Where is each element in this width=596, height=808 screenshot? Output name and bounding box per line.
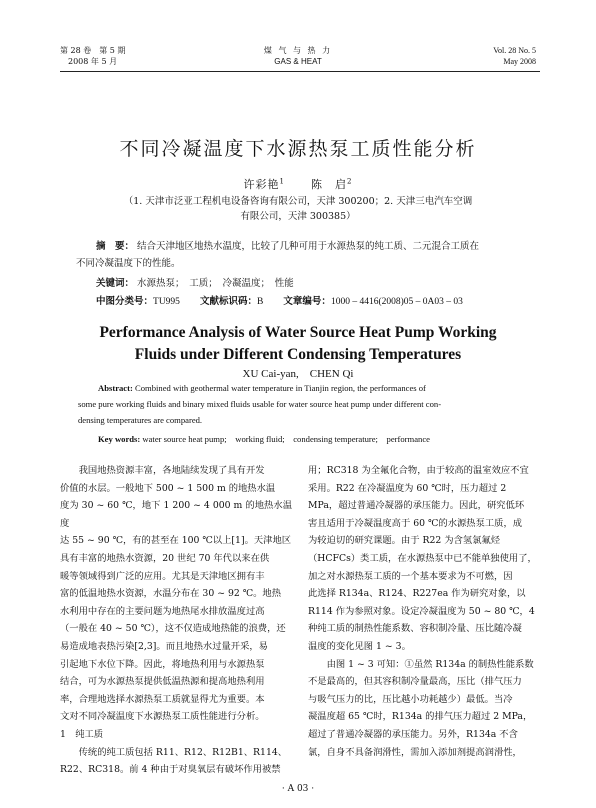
body-line: 温度的变化见图 1 ~ 3。	[308, 640, 411, 652]
keywords-en	[78, 431, 546, 447]
body-line: 害且适用于冷凝温度高于 60 ℃的水源热泵工质，成	[308, 517, 523, 529]
body-line: R22、RC318。前 4 种由于对臭氧层有破坏作用被禁	[60, 764, 281, 776]
header-date: 2008 年 5 月	[68, 57, 118, 66]
affiliation-line-1: （1. 天津市泛亚工程机电设备咨询有限公司，天津 300200；2. 天津三电汽车空调	[123, 196, 473, 207]
authors-en: XU Cai-yan, CHEN Qi	[242, 368, 354, 380]
body-line: 超过了普通冷凝器的承压能力。另外，R134a 不含	[308, 728, 518, 740]
header-month-year: May 2008	[503, 57, 536, 66]
abstract-en-line-2: some pure working fluids and binary mixed fluids usable for water source heat pump under different con-	[78, 399, 442, 409]
body-line: 暖等领域得到广泛的应用。尤其是天津地区拥有丰	[60, 570, 265, 582]
clc-code: TU995	[153, 297, 180, 307]
body-line: 氯，自身不具备润滑性，需加入添加剂提高润滑性，	[308, 746, 522, 758]
author-2-affil: 2	[347, 177, 353, 186]
body-line: 为较迫切的研究课题。由于 R22 为含氢氯氟烃	[308, 535, 501, 547]
page-title-en-line-1: Performance Analysis of Water Source Heat Pump Working	[99, 324, 497, 341]
affiliation-line-2: 有限公司，天津 300385）	[240, 211, 356, 222]
doc-code-label: 文献标识码：	[200, 296, 258, 307]
header-vol-number: Vol. 28 No. 5	[493, 46, 536, 55]
body-line: MPa，超过普通冷凝器的承压能力。因此，研究低环	[308, 500, 525, 512]
abstract-cn-line-2: 不同冷凝温度下的性能。	[76, 258, 181, 269]
body-line: 传统的纯工质包括 R11、R12、R12B1、R114、	[60, 746, 288, 758]
body-line: 水利用中存在的主要问题为地热尾水排放温度过高	[60, 605, 265, 617]
body-line: 采用。R22 在冷凝温度为 60 ℃时，压力超过 2	[308, 482, 507, 494]
body-column-right	[308, 462, 540, 761]
abstract-en	[78, 380, 526, 428]
article-number: 1000 – 4416(2008)05 – 0A03 – 03	[330, 297, 463, 307]
intro-paragraph	[60, 462, 292, 726]
header-volume-issue: 第 28 卷 第 5 期	[60, 46, 126, 55]
abstract-en-line-1: Combined with geothermal water temperature in Tianjin region, the performances of	[135, 383, 426, 393]
keywords-en-text: water source heat pump; working fluid; condensing temperature; performance	[142, 434, 430, 444]
author-2: 陈 启	[311, 178, 347, 191]
body-line: 凝温度超 65 ℃时，R134a 的排气压力超过 2 MPa，	[308, 711, 533, 723]
article-number-label: 文章编号：	[283, 296, 331, 307]
body-line: 引起地下水位下降。因此，将地热利用与水源热泵	[60, 658, 265, 670]
body-line: 种纯工质的制热性能系数、容积制冷量、压比随冷凝	[308, 623, 522, 635]
body-line: 富的低温地热水资源，水温分布在 30 ~ 92 ℃。地热	[60, 588, 282, 600]
body-line: 由图 1 ~ 3 可知：①虽然 R134a 的制热性能系数	[308, 658, 534, 670]
doc-code: B	[257, 297, 264, 307]
keywords-cn-label: 关键词：	[96, 278, 135, 289]
body-line: 用；RC318 为全氟化合物，由于较高的温室效应不宜	[308, 465, 529, 476]
page-title-en-line-2: Fluids under Different Condensing Temperatures	[134, 346, 462, 363]
body-line: 易造成地表热污染[2,3]。而且地热水过量开采，易	[60, 640, 268, 652]
keywords-en-label: Key words:	[98, 434, 141, 444]
body-line: 结合，可为水源热泵提供低温热源和提高地热利用	[60, 676, 265, 688]
body-column-left	[60, 462, 292, 779]
abstract-cn-line-1: 结合天津地区地热水温度，比较了几种可用于水源热泵的纯工质、二元混合工质在	[137, 241, 480, 252]
body-line: 文对不同冷凝温度下水源热泵工质性能进行分析。	[60, 711, 265, 723]
abstract-cn-label: 摘 要：	[96, 241, 135, 252]
abstract-en-line-3: densing temperatures are compared.	[78, 415, 203, 425]
clc-label: 中图分类号：	[96, 296, 154, 307]
body-line: （一般在 40 ~ 50 ℃），这不仅造成地热能的浪费，还	[60, 623, 286, 635]
keywords-cn-text: 水源热泵； 工质； 冷凝温度； 性能	[137, 278, 294, 289]
header-rule	[60, 71, 540, 72]
body-line: 加之对水源热泵工质的一个基本要求为不可燃，因	[308, 570, 513, 582]
authors-cn	[0, 176, 596, 192]
page-title-cn: 不同冷凝温度下水源热泵工质性能分析	[119, 138, 477, 160]
abstract-cn	[78, 238, 526, 272]
body-line: R114 作为参照对象。设定冷凝温度为 50 ~ 80 ℃，4	[308, 605, 535, 617]
abstract-en-label: Abstract:	[98, 383, 133, 393]
header-journal-en: GAS & HEAT	[274, 57, 322, 66]
body-line: 度为 30 ~ 60 ℃，地下 1 200 ~ 4 000 m 的地热水温度	[60, 500, 292, 529]
body-line: 率，合理地选择水源热泵工质就显得尤为重要。本	[60, 693, 265, 705]
body-line: 具有丰富的地热水资源，20 世纪 70 年代以来在供	[60, 552, 270, 564]
header-journal-cn: 煤 气 与 热 力	[263, 46, 333, 55]
body-line: 不是最高的，但其容积制冷量最高，压比（排气压力	[308, 676, 522, 688]
body-line: 此选择 R134a、R124、R227ea 作为研究对象，以	[308, 588, 526, 600]
keywords-cn	[78, 275, 544, 292]
section-heading-1: 1 纯工质	[60, 728, 104, 740]
author-1: 许彩艳	[243, 178, 280, 191]
classification-line	[78, 293, 544, 311]
page-number: · A 03 ·	[281, 784, 315, 794]
author-1-affil: 1	[279, 177, 285, 186]
body-line: （HCFCs）类工质，在水源热泵中已不能单独使用了，	[308, 552, 537, 564]
body-line: 价值的水层。一般地下 500 ~ 1 500 m 的地热水温	[60, 482, 276, 494]
header-vol-en	[493, 45, 536, 67]
body-line: 达 55 ~ 90 ℃，有的甚至在 100 ℃以上[1]。天津地区	[60, 535, 292, 547]
body-line: 我国地热资源丰富，各地陆续发现了具有开发	[60, 465, 265, 476]
body-line: 与吸气压力的比，压比越小功耗越少）最低。当冷	[308, 693, 513, 705]
